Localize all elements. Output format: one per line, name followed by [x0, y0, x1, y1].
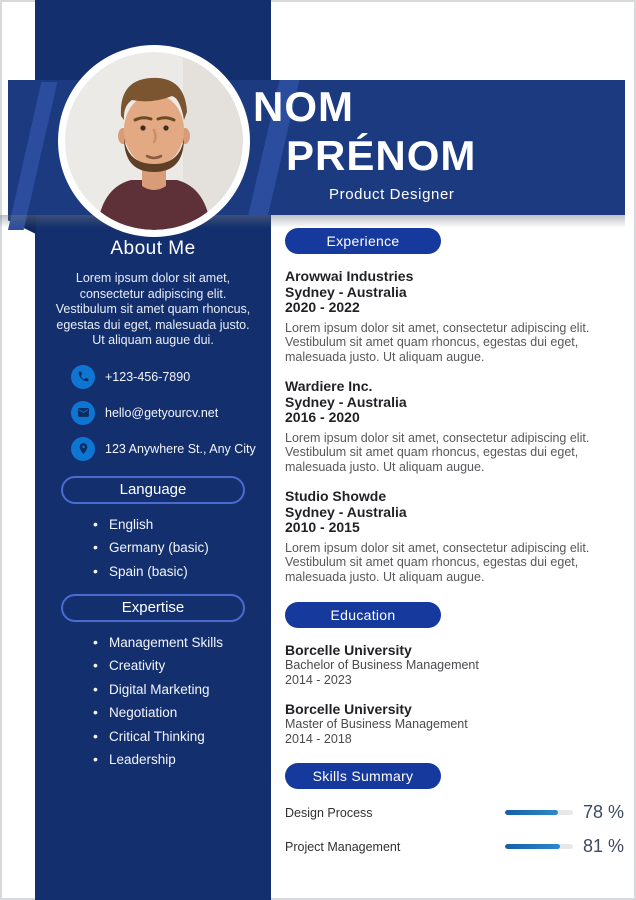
- last-name: NOM: [253, 83, 354, 130]
- skill-row: [285, 802, 629, 823]
- email-address: hello@getyourcv.net: [105, 405, 219, 420]
- location-icon: [71, 437, 95, 461]
- company-location: Sydney - Australia: [285, 503, 407, 520]
- skills-section-header: Skills Summary: [285, 763, 441, 789]
- street-address: 123 Anywhere St., Any City: [105, 441, 256, 456]
- skill-name: Design Process: [285, 805, 373, 820]
- phone-number: +123-456-7890: [105, 369, 191, 384]
- name-block: [250, 83, 477, 203]
- company-name: Wardiere Inc.: [285, 378, 373, 394]
- about-me-text: Lorem ipsum dolor sit amet, consectetur adipiscing elit. Vestibulum sit amet quam rhoncus, egestas dui eget, malesuada justo. Ut aliquam augue dui.: [55, 271, 251, 347]
- school-name: Borcelle University: [285, 642, 412, 658]
- expertise-item: • Creativity: [93, 658, 271, 673]
- work-description: Lorem ipsum dolor sit amet, consectetur adipiscing elit. Vestibulum sit amet quam rhoncus, egestas dui eget, malesuada justo. Ut aliquam augue.: [285, 540, 590, 584]
- expertise-item: • Digital Marketing: [93, 682, 271, 697]
- company-name: Studio Showde: [285, 488, 387, 504]
- skill-progress-track: [505, 844, 573, 849]
- skill-row: [285, 836, 629, 857]
- sidebar-content: [35, 228, 271, 776]
- contact-row-phone: [71, 365, 271, 389]
- experience-entry: [285, 269, 629, 364]
- banner-shadow: [0, 215, 625, 228]
- skill-progress-track: [505, 810, 573, 815]
- language-item: • English: [93, 517, 271, 532]
- work-description: Lorem ipsum dolor sit amet, consectetur adipiscing elit. Vestibulum sit amet quam rhoncus, egestas dui eget, malesuada justo. Ut aliquam augue.: [285, 430, 590, 474]
- expertise-item: • Critical Thinking: [93, 729, 271, 744]
- skill-name: Project Management: [285, 839, 401, 854]
- profile-photo-illustration: [65, 52, 243, 230]
- expertise-section-header: Expertise: [61, 594, 245, 622]
- education-entry: [285, 702, 629, 746]
- study-period: 2014 - 2023: [285, 672, 352, 687]
- skill-percent: 81 %: [583, 836, 625, 856]
- expertise-item: • Management Skills: [93, 635, 271, 650]
- company-location: Sydney - Australia: [285, 283, 407, 300]
- company-location: Sydney - Australia: [285, 393, 407, 410]
- expertise-item: • Negotiation: [93, 705, 271, 720]
- expertise-item: • Leadership: [93, 752, 271, 767]
- experience-section-header: Experience: [285, 228, 441, 254]
- experience-entry: [285, 489, 629, 584]
- about-me-heading: About Me: [110, 238, 196, 259]
- language-item: • Germany (basic): [93, 540, 271, 555]
- language-list: [35, 517, 271, 579]
- degree-name: Master of Business Management: [285, 717, 468, 731]
- experience-entry: [285, 379, 629, 474]
- profile-photo: [58, 45, 250, 237]
- skill-percent: 78 %: [583, 802, 625, 822]
- language-section-header: Language: [61, 476, 245, 504]
- study-period: 2014 - 2018: [285, 731, 352, 746]
- company-name: Arowwai Industries: [285, 268, 414, 284]
- skill-progress-fill: [505, 844, 560, 849]
- work-period: 2016 - 2020: [285, 409, 360, 425]
- skill-progress-fill: [505, 810, 558, 815]
- main-column: [285, 228, 629, 857]
- phone-icon: [71, 365, 95, 389]
- job-title: Product Designer: [329, 186, 455, 203]
- work-period: 2010 - 2015: [285, 519, 360, 535]
- email-icon: [71, 401, 95, 425]
- degree-name: Bachelor of Business Management: [285, 658, 479, 672]
- contact-list: [35, 365, 271, 461]
- first-name: PRÉNOM: [286, 132, 477, 179]
- education-section-header: Education: [285, 602, 441, 628]
- expertise-list: [35, 635, 271, 768]
- contact-row-address: [71, 437, 271, 461]
- school-name: Borcelle University: [285, 701, 412, 717]
- language-item: • Spain (basic): [93, 564, 271, 579]
- work-description: Lorem ipsum dolor sit amet, consectetur adipiscing elit. Vestibulum sit amet quam rhoncus, egestas dui eget, malesuada justo. Ut aliquam augue.: [285, 320, 590, 364]
- education-entry: [285, 643, 629, 687]
- contact-row-email: [71, 401, 271, 425]
- work-period: 2020 - 2022: [285, 299, 360, 315]
